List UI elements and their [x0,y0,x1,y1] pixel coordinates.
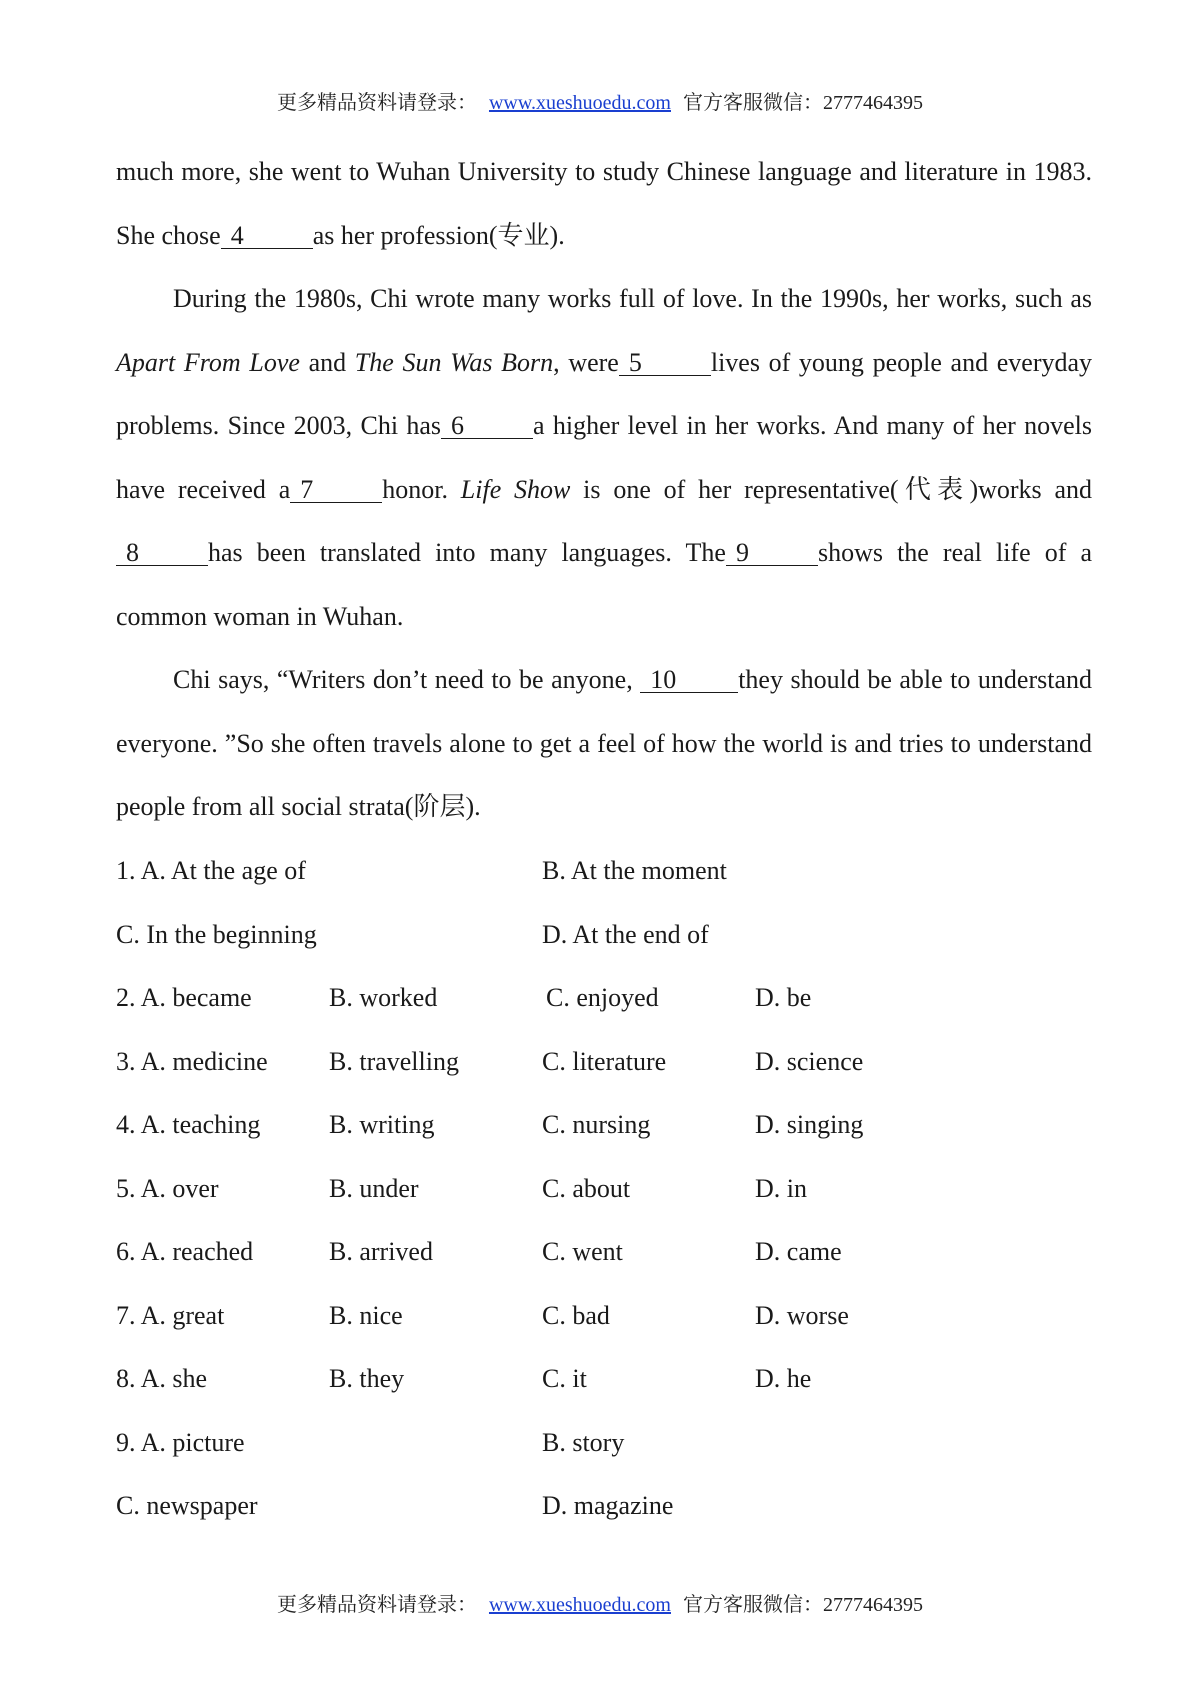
passage-text: , were [553,347,619,377]
question-6 [116,1220,1116,1284]
reading-passage [116,140,1092,839]
blank-9: 9 [726,541,818,566]
option-4b: B. writing [329,1110,435,1139]
question-9-row-2 [116,1474,1116,1538]
question-5 [116,1157,1116,1221]
passage-text: shows the real life of a common woman in Wuhan. [116,538,1092,631]
passage-text: honor. [382,474,461,504]
option-5c: C. about [542,1173,631,1203]
option-5b: B. under [329,1173,419,1203]
option-1a: 1. A. At the age of [116,856,306,885]
option-1d: D. At the end of [542,919,709,949]
header-prefix: 更多精品资料请登录： [276,92,477,114]
passage-text: During the 1980s, Chi wrote many works full of love. In the 1990s, her works, such as [173,284,1092,313]
passage-text: and [299,347,355,377]
passage-text: as her profession(专业). [312,220,565,250]
option-8c: C. it [542,1364,587,1393]
option-5d: D. in [755,1173,807,1203]
option-9d: D. magazine [542,1491,674,1520]
passage-text: has been translated into many languages. The [208,538,726,567]
option-6a: 6. A. reached [116,1237,254,1266]
passage-text: Chi says, “Writers don’t need to be anyone, [173,665,641,694]
question-9-row-1 [116,1411,1116,1475]
option-6d: D. came [755,1237,842,1266]
option-1c: C. In the beginning [116,919,317,949]
page-header [0,86,1200,115]
header-website-link[interactable]: www.xueshuoedu.com [488,92,671,114]
option-8b: B. they [329,1364,405,1393]
option-8d: D. he [755,1364,812,1393]
option-7b: B. nice [329,1300,403,1330]
option-4c: C. nursing [542,1110,651,1139]
footer-website-link[interactable]: www.xueshuoedu.com [488,1594,671,1616]
paragraph-3 [116,648,1092,839]
option-7a: 7. A. great [116,1300,225,1330]
option-1b: B. At the moment [542,856,727,885]
question-2 [116,966,1116,1030]
option-3b: B. travelling [329,1046,459,1076]
option-3c: C. literature [542,1046,667,1076]
passage-text: a higher level in her works. And many of her novels have received a [116,411,1092,504]
option-3a: 3. A. medicine [116,1046,268,1076]
answer-options [116,839,1116,1538]
passage-text: they should be able to understand everyone. ”So she often travels alone to get a feel of how the world is and tries to understand people from all social strata(阶层). [116,665,1092,821]
page-footer [0,1588,1200,1617]
blank-7: 7 [290,478,382,503]
option-2c: C. enjoyed [546,983,659,1012]
option-9a: 9. A. picture [116,1427,245,1457]
blank-4: 4 [221,224,313,249]
blank-8: 8 [116,541,208,566]
passage-text: much more, she went to Wuhan University to study Chinese language and literature in 1983. She chose [116,157,1092,250]
question-3 [116,1030,1116,1094]
option-6b: B. arrived [329,1237,433,1266]
option-6c: C. went [542,1237,623,1266]
option-4a: 4. A. teaching [116,1110,261,1139]
book-title: Apart From Love [116,347,300,377]
question-8 [116,1347,1116,1411]
option-7c: C. bad [542,1300,610,1330]
footer-prefix: 更多精品资料请登录： [276,1594,477,1616]
option-5a: 5. A. over [116,1173,219,1203]
blank-6: 6 [441,414,533,439]
option-9b: B. story [542,1427,625,1457]
question-7 [116,1284,1116,1348]
header-wechat: 官方客服微信：2777464395 [683,92,923,114]
option-8a: 8. A. she [116,1364,207,1393]
option-3d: D. science [755,1046,864,1076]
option-7d: D. worse [755,1300,849,1330]
question-4 [116,1093,1116,1157]
passage-text: is one of her representative(代表)works and [570,474,1092,504]
question-1-row-2 [116,903,1116,967]
option-2a: 2. A. became [116,983,252,1012]
passage-text: lives of young people and everyday problems. Since 2003, Chi has [116,347,1093,440]
paragraph-1 [116,140,1092,267]
footer-wechat: 官方客服微信：2777464395 [683,1594,923,1616]
paragraph-2 [116,267,1092,648]
book-title: The Sun Was Born [354,347,554,377]
question-1-row-1 [116,839,1116,903]
option-2b: B. worked [329,983,438,1012]
blank-10: 10 [640,668,738,693]
book-title: Life Show [460,474,571,504]
option-9c: C. newspaper [116,1491,258,1520]
blank-5: 5 [619,351,711,376]
option-4d: D. singing [755,1110,864,1139]
option-2d: D. be [755,983,812,1012]
